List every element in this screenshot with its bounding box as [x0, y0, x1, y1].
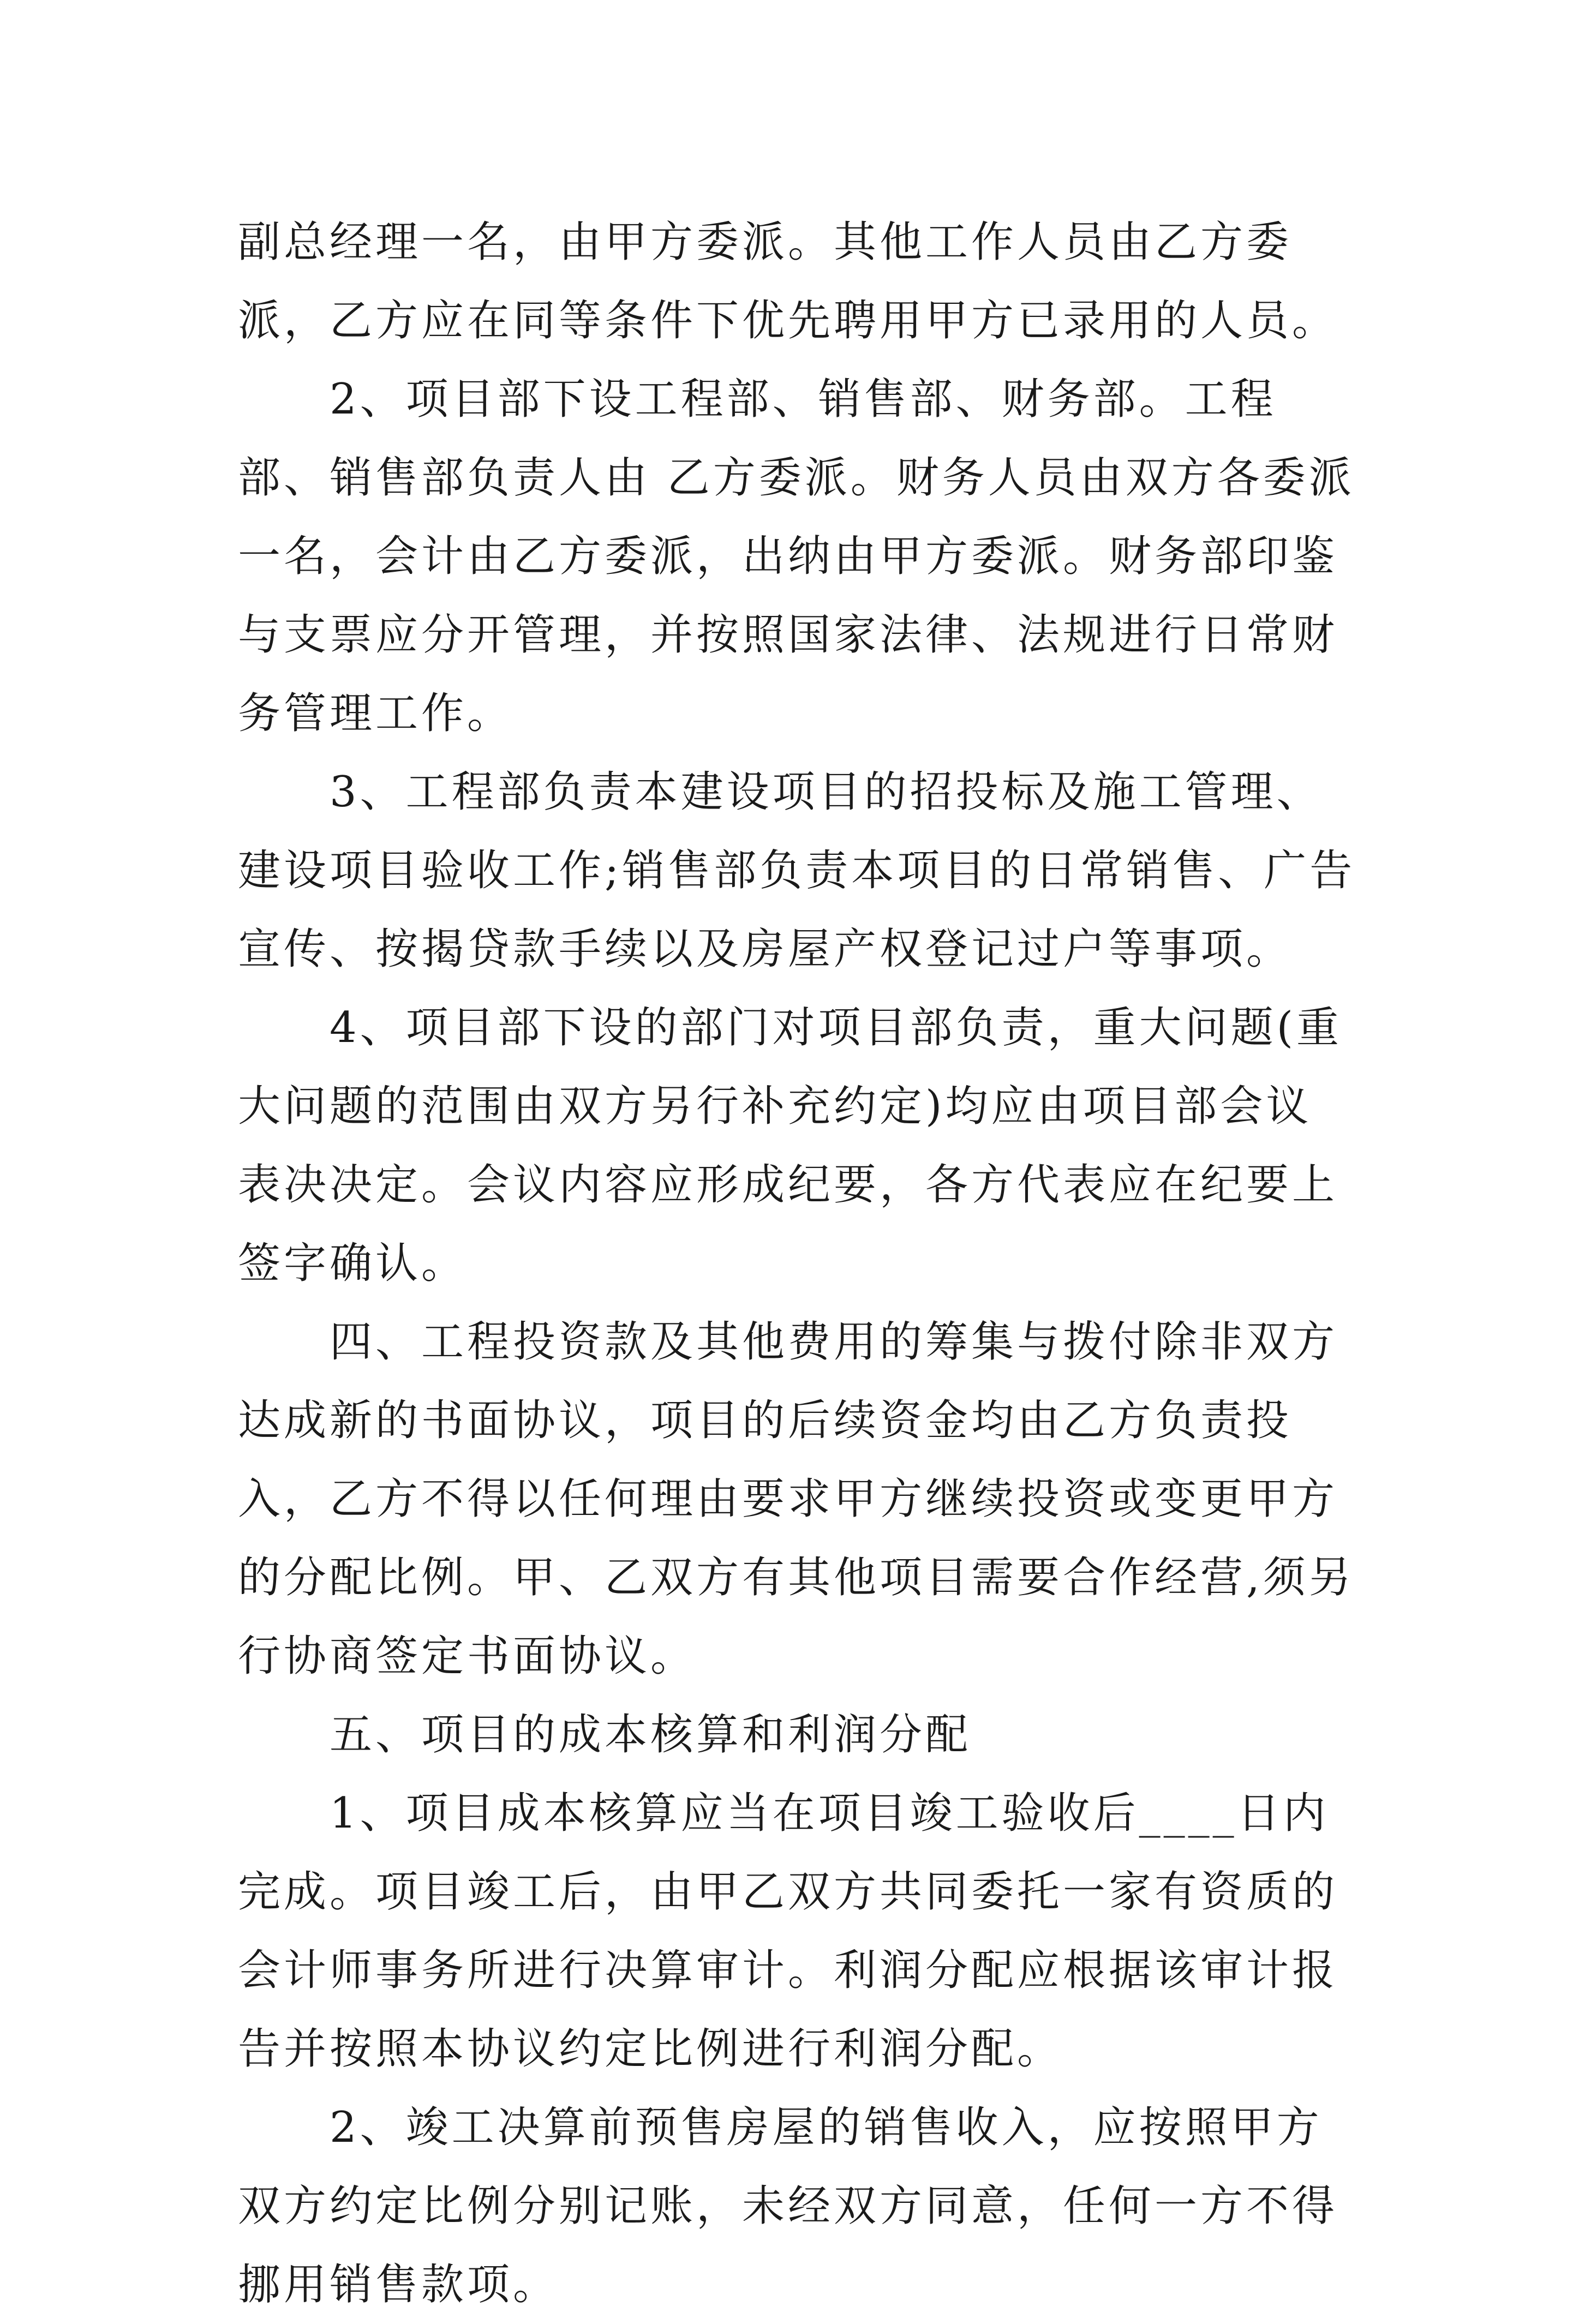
- paragraph-7: 1、项目成本核算应当在项目竣工验收后____日内完成。项目竣工后，由甲乙双方共同委托一家有资质的会计师事务所进行决算审计。利润分配应根据该审计报告并按照本协议约定比例进行利润分配。: [238, 1789, 1338, 2074]
- paragraph-2: 2、项目部下设工程部、销售部、财务部。工程部、销售部负责人由 乙方委派。财务人员由双方各委派一名，会计由乙方委派，出纳由甲方委派。财务部印鉴与支票应分开管理，并按照国家法律、法规进行日常财务管理工作。: [238, 375, 1355, 738]
- section-heading-cost-profit: 五、项目的成本核算和利润分配: [330, 1710, 972, 1759]
- paragraph-1: 副总经理一名，由甲方委派。其他工作人员由乙方委派，乙方应在同等条件下优先聘用甲方已录用的人员。: [238, 218, 1338, 345]
- document-body: [238, 203, 1356, 2324]
- paragraph-4: 4、项目部下设的部门对项目部负责，重大问题(重大问题的范围由双方另行补充约定)均应由项目部会议表决决定。会议内容应形成纪要，各方代表应在纪要上签字确认。: [238, 1003, 1343, 1288]
- paragraph-8: 2、竣工决算前预售房屋的销售收入，应按照甲方双方约定比例分别记账，未经双方同意，任何一方不得挪用销售款项。: [238, 2103, 1338, 2309]
- paragraph-5: 四、工程投资款及其他费用的筹集与拨付除非双方达成新的书面协议，项目的后续资金均由乙方负责投入，乙方不得以任何理由要求甲方继续投资或变更甲方的分配比例。甲、乙双方有其他项目需要合作经营,须另行协商签定书面协议。: [238, 1317, 1355, 1681]
- paragraph-3: 3、工程部负责本建设项目的招投标及施工管理、建设项目验收工作;销售部负责本项目的日常销售、广告宣传、按揭贷款手续以及房屋产权登记过户等事项。: [238, 768, 1356, 974]
